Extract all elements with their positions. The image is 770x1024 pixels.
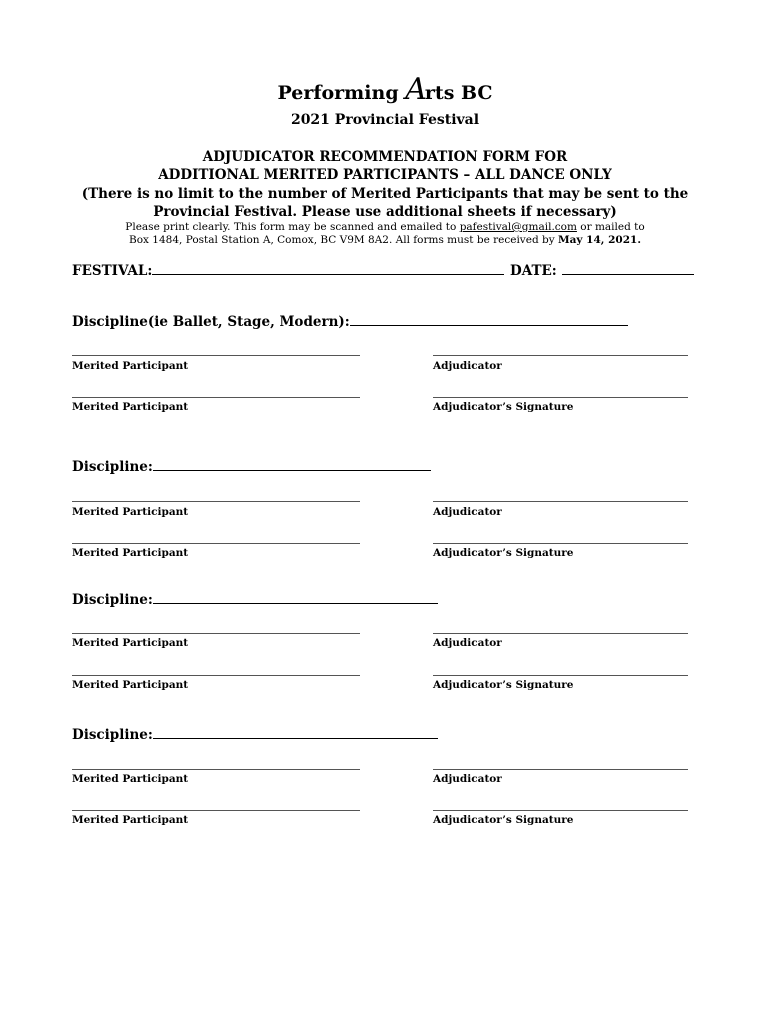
discipline-label-3: Discipline: [72,592,153,608]
org-script-letter: A [405,72,425,107]
merited-participant-line[interactable] [72,675,360,676]
merited-participant-caption: Merited Participant [72,773,189,785]
adjudicator-signature-caption: Adjudicator’s Signature [433,547,574,559]
instructions-line-1 [0,221,770,234]
adjudicator-signature-line[interactable] [433,810,688,811]
discipline-label-4: Discipline: [72,727,153,743]
adjudicator-caption: Adjudicator [433,637,502,649]
adjudicator-signature-caption: Adjudicator’s Signature [433,679,574,691]
notice-line-1: (There is no limit to the number of Merited Participants that may be sent to the [81,186,689,202]
adjudicator-signature-line[interactable] [433,675,688,676]
deadline-text: May 14, 2021. [558,234,641,246]
merited-participant-caption: Merited Participant [72,547,189,559]
merited-participant-line[interactable] [72,633,360,634]
instructions-text-1a: Please print clearly. This form may be scanned and emailed to [125,221,460,233]
date-input[interactable] [562,262,694,275]
merited-participant-caption: Merited Participant [72,401,189,413]
org-prefix: Performing [277,82,406,104]
discipline-field-4 [72,726,438,743]
festival-input[interactable] [152,262,504,275]
discipline-input-2[interactable] [153,458,431,471]
merited-participant-caption: Merited Participant [72,360,189,372]
merited-participant-caption: Merited Participant [72,637,189,649]
discipline-input-3[interactable] [153,591,438,604]
adjudicator-signature-line[interactable] [433,397,688,398]
instructions-text-1b: or mailed to [576,221,645,233]
merited-participant-line[interactable] [72,810,360,811]
organization-title [0,72,770,107]
email-link[interactable]: pafestival@gmail.com [459,221,577,233]
adjudicator-signature-line[interactable] [433,543,688,544]
form-title-line-1: ADJUDICATOR RECOMMENDATION FORM FOR [202,149,568,165]
merited-participant-line[interactable] [72,543,360,544]
adjudicator-line[interactable] [433,355,688,356]
adjudicator-line[interactable] [433,501,688,502]
adjudicator-caption: Adjudicator [433,506,502,518]
discipline-input-4[interactable] [153,726,438,739]
adjudicator-line[interactable] [433,769,688,770]
discipline-field-1 [72,313,628,330]
org-suffix: rts BC [424,82,493,104]
adjudicator-line[interactable] [433,633,688,634]
adjudicator-signature-caption: Adjudicator’s Signature [433,814,574,826]
merited-participant-line[interactable] [72,397,360,398]
merited-participant-caption: Merited Participant [72,679,189,691]
festival-year-title: 2021 Provincial Festival [290,112,480,128]
adjudicator-caption: Adjudicator [433,360,502,372]
merited-participant-line[interactable] [72,769,360,770]
notice-line-2: Provincial Festival. Please use additional sheets if necessary) [153,204,617,220]
merited-participant-caption: Merited Participant [72,506,189,518]
adjudicator-signature-caption: Adjudicator’s Signature [433,401,574,413]
festival-label: FESTIVAL: [72,263,153,279]
instructions-line-2 [0,234,770,247]
discipline-input-1[interactable] [350,313,628,326]
adjudicator-caption: Adjudicator [433,773,502,785]
date-label: DATE: [510,263,557,279]
merited-participant-line[interactable] [72,501,360,502]
discipline-field-2 [72,458,431,475]
discipline-label-1: Discipline(ie Ballet, Stage, Modern): [72,314,350,330]
merited-participant-line[interactable] [72,355,360,356]
form-title-line-2: ADDITIONAL MERITED PARTICIPANTS – ALL DANCE ONLY [158,167,612,183]
festival-field [72,262,504,279]
instructions-text-2a: Box 1484, Postal Station A, Comox, BC V9M 8A2. All forms must be received by [129,234,558,246]
discipline-label-2: Discipline: [72,459,153,475]
discipline-field-3 [72,591,438,608]
merited-participant-caption: Merited Participant [72,814,189,826]
date-field [510,262,694,279]
